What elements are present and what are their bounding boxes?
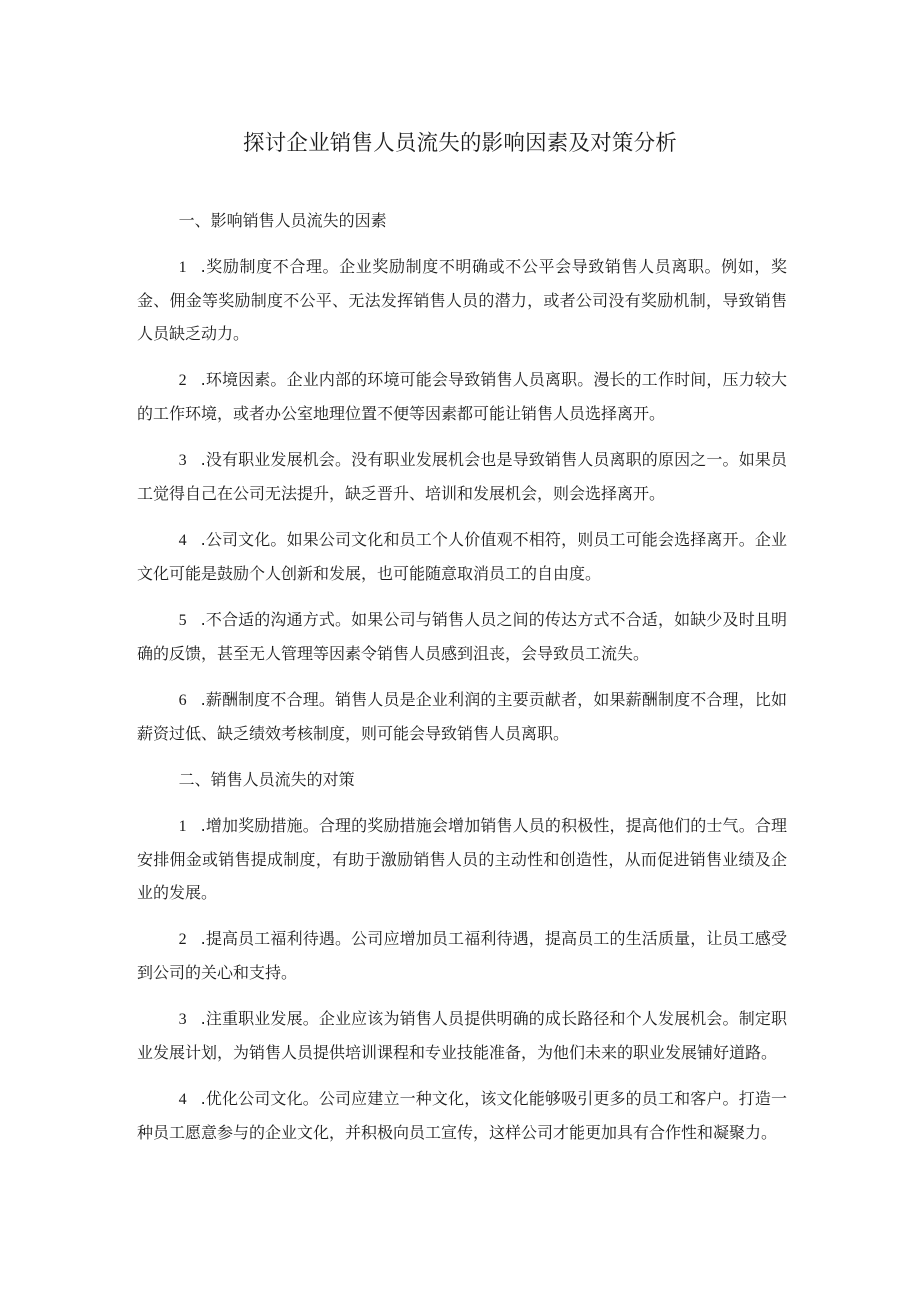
paragraph-number: 2	[178, 931, 187, 948]
paragraph-text: .不合适的沟通方式。如果公司与销售人员之间的传达方式不合适，如缺少及时且明确的反馈，甚至无人管理等因素令销售人员感到沮丧，会导致员工流失。	[137, 610, 787, 663]
paragraph-text: .公司文化。如果公司文化和员工个人价值观不相符，则员工可能会选择离开。企业文化可能是鼓励个人创新和发展，也可能随意取消员工的自由度。	[137, 530, 787, 583]
paragraph-number: 4	[178, 532, 187, 549]
factor-paragraph-2	[137, 363, 787, 430]
paragraph-number: 3	[178, 1011, 187, 1028]
document-body	[137, 204, 787, 1162]
countermeasure-paragraph-3	[137, 1002, 787, 1069]
paragraph-text: .注重职业发展。企业应该为销售人员提供明确的成长路径和个人发展机会。制定职业发展计划，为销售人员提供培训课程和专业技能准备，为他们未来的职业发展铺好道路。	[137, 1009, 787, 1062]
paragraph-text: .奖励制度不合理。企业奖励制度不明确或不公平会导致销售人员离职。例如，奖金、佣金等奖励制度不公平、无法发挥销售人员的潜力，或者公司没有奖励机制，导致销售人员缺乏动力。	[137, 257, 787, 343]
paragraph-number: 1	[178, 818, 187, 835]
paragraph-number: 2	[178, 372, 187, 389]
paragraph-text: .增加奖励措施。合理的奖励措施会增加销售人员的积极性，提高他们的士气。合理安排佣金或销售提成制度，有助于激励销售人员的主动性和创造性，从而促进销售业绩及企业的发展。	[137, 816, 787, 902]
countermeasure-paragraph-1	[137, 809, 787, 909]
paragraph-number: 4	[178, 1091, 187, 1108]
paragraph-number: 1	[178, 259, 187, 276]
factor-paragraph-1	[137, 250, 787, 350]
countermeasure-paragraph-4	[137, 1082, 787, 1149]
factor-paragraph-3	[137, 443, 787, 510]
paragraph-text: .没有职业发展机会。没有职业发展机会也是导致销售人员离职的原因之一。如果员工觉得自己在公司无法提升，缺乏晋升、培训和发展机会，则会选择离开。	[137, 450, 787, 503]
paragraph-number: 3	[178, 452, 187, 469]
paragraph-text: .薪酬制度不合理。销售人员是企业利润的主要贡献者，如果薪酬制度不合理，比如薪资过低、缺乏绩效考核制度，则可能会导致销售人员离职。	[137, 690, 787, 743]
section-heading-factors: 一、影响销售人员流失的因素	[178, 211, 387, 230]
paragraph-text: .提高员工福利待遇。公司应增加员工福利待遇，提高员工的生活质量，让员工感受到公司的关心和支持。	[137, 929, 787, 982]
factor-paragraph-4	[137, 523, 787, 590]
document-title: 探讨企业销售人员流失的影响因素及对策分析	[242, 131, 677, 156]
paragraph-text: .优化公司文化。公司应建立一种文化，该文化能够吸引更多的员工和客户。打造一种员工愿意参与的企业文化，并积极向员工宣传，这样公司才能更加具有合作性和凝聚力。	[137, 1089, 787, 1142]
countermeasure-paragraph-2	[137, 922, 787, 989]
paragraph-number: 5	[178, 612, 187, 629]
factor-paragraph-6	[137, 683, 787, 750]
factor-paragraph-5	[137, 603, 787, 670]
paragraph-number: 6	[178, 692, 187, 709]
paragraph-text: .环境因素。企业内部的环境可能会导致销售人员离职。漫长的工作时间，压力较大的工作环境，或者办公室地理位置不便等因素都可能让销售人员选择离开。	[137, 370, 787, 423]
section-heading-countermeasures: 二、销售人员流失的对策	[178, 770, 355, 789]
